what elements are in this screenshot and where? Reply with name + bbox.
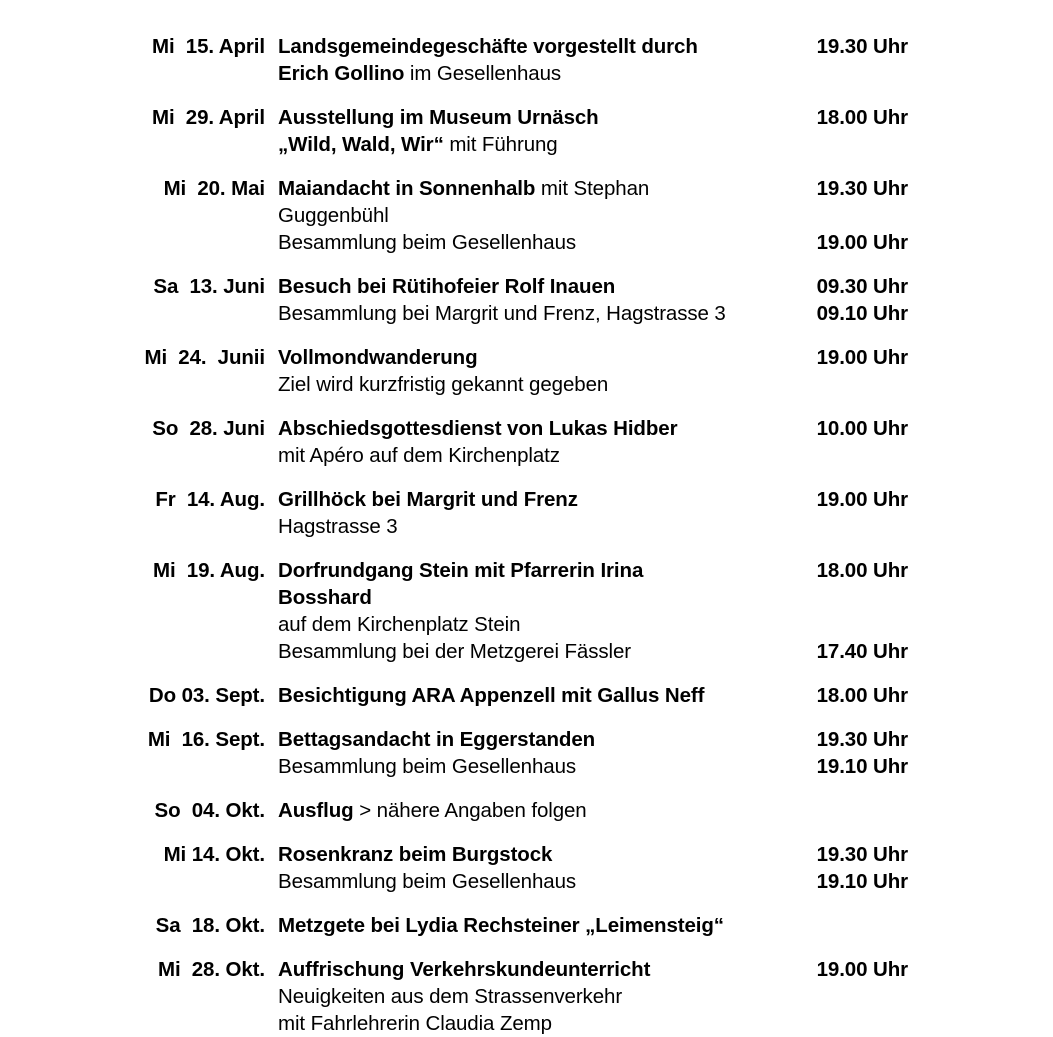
description-text: mit Apéro auf dem Kirchenplatz (278, 444, 560, 467)
event-body (278, 682, 1053, 709)
event-description (278, 442, 748, 469)
event-time: 19.00 Uhr (816, 231, 908, 254)
description-text: Besammlung beim Gesellenhaus (278, 870, 577, 893)
event-time: 18.00 Uhr (816, 684, 908, 707)
event-date: Mi 15. April (152, 35, 265, 58)
event-row (0, 273, 1053, 327)
event-body (278, 175, 1053, 256)
event-row (0, 344, 1053, 398)
event-date: Sa 13. Juni (153, 275, 265, 298)
description-text: Neuigkeiten aus dem Strassenverkehr (278, 985, 623, 1008)
event-date: Mi 29. April (152, 106, 265, 129)
event-description (278, 912, 748, 939)
event-description (278, 371, 748, 398)
event-description (278, 229, 748, 256)
event-date: Fr 14. Aug. (155, 488, 265, 511)
event-time: 19.00 Uhr (816, 346, 908, 369)
event-line (278, 726, 1053, 753)
description-text: auf dem Kirchenplatz Stein (278, 613, 521, 636)
description-text: Besammlung beim Gesellenhaus (278, 231, 577, 254)
event-line (278, 682, 1053, 709)
description-text: Besammlung bei der Metzgerei Fässler (278, 640, 632, 663)
description-text: Besammlung beim Gesellenhaus (278, 755, 577, 778)
event-line (278, 60, 1053, 87)
event-row (0, 33, 1053, 87)
description-text: Ziel wird kurzfristig gekannt gegeben (278, 373, 609, 396)
event-description (278, 33, 748, 60)
description-emphasis: Dorfrundgang Stein mit Pfarrerin Irina Bosshard (278, 559, 649, 609)
event-date: Mi 19. Aug. (153, 559, 265, 582)
event-line (278, 300, 1053, 327)
description-emphasis: Maiandacht in Sonnenhalb (278, 177, 536, 200)
event-time: 19.00 Uhr (816, 488, 908, 511)
event-time: 19.30 Uhr (816, 177, 908, 200)
event-row (0, 104, 1053, 158)
event-line (278, 371, 1053, 398)
event-description (278, 486, 748, 513)
event-body (278, 956, 1053, 1037)
event-row (0, 797, 1053, 824)
event-description (278, 983, 748, 1010)
event-line (278, 611, 1053, 638)
event-date: So 04. Okt. (154, 799, 265, 822)
event-line (278, 868, 1053, 895)
event-time: 17.40 Uhr (816, 640, 908, 663)
event-description (278, 956, 748, 983)
event-body (278, 33, 1053, 87)
description-emphasis: „Wild, Wald, Wir“ (278, 133, 444, 156)
event-description (278, 797, 748, 824)
event-row (0, 557, 1053, 665)
event-time: 19.30 Uhr (816, 728, 908, 751)
event-description (278, 131, 748, 158)
event-line (278, 229, 1053, 256)
event-line (278, 442, 1053, 469)
event-description (278, 868, 748, 895)
event-line (278, 131, 1053, 158)
event-body (278, 486, 1053, 540)
description-text: mit Führung (443, 133, 558, 156)
event-description (278, 753, 748, 780)
description-emphasis: Grillhöck bei Margrit und Frenz (278, 488, 578, 511)
description-emphasis: Vollmondwanderung (278, 346, 478, 369)
event-description (278, 841, 748, 868)
description-emphasis: Erich Gollino (278, 62, 405, 85)
event-description (278, 682, 748, 709)
event-time: 18.00 Uhr (816, 106, 908, 129)
event-row (0, 175, 1053, 256)
description-emphasis: Ausflug (278, 799, 354, 822)
event-line (278, 753, 1053, 780)
event-row (0, 841, 1053, 895)
description-emphasis: Metzgete bei Lydia Rechsteiner „Leimensteig“ (278, 914, 724, 937)
description-text: Besammlung bei Margrit und Frenz, Hagstrasse 3 (278, 302, 726, 325)
description-text: > nähere Angaben folgen (353, 799, 587, 822)
event-date: Mi 28. Okt. (157, 958, 265, 981)
event-time: 09.10 Uhr (816, 302, 908, 325)
event-row (0, 956, 1053, 1037)
event-line (278, 912, 1053, 939)
event-line (278, 638, 1053, 665)
event-line (278, 344, 1053, 371)
event-body (278, 841, 1053, 895)
event-description (278, 1010, 748, 1037)
event-body (278, 104, 1053, 158)
event-description (278, 726, 748, 753)
event-time: 19.00 Uhr (816, 958, 908, 981)
description-text: im Gesellenhaus (404, 62, 562, 85)
event-line (278, 415, 1053, 442)
description-emphasis: Landsgemeindegeschäfte vorgestellt durch (278, 35, 698, 58)
description-emphasis: Abschiedsgottesdienst von Lukas Hidber (278, 417, 678, 440)
event-time: 19.30 Uhr (816, 843, 908, 866)
event-row (0, 912, 1053, 939)
event-row (0, 486, 1053, 540)
event-description (278, 300, 748, 327)
description-emphasis: Ausstellung im Museum Urnäsch (278, 106, 599, 129)
event-row (0, 415, 1053, 469)
description-text: mit Fahrlehrerin Claudia Zemp (278, 1012, 552, 1035)
description-emphasis: Auffrischung Verkehrskundeunterricht (278, 958, 651, 981)
event-time: 19.10 Uhr (816, 870, 908, 893)
event-line (278, 557, 1053, 611)
event-date: Mi 14. Okt. (163, 843, 265, 866)
event-date: Sa 18. Okt. (155, 914, 265, 937)
event-body (278, 912, 1053, 939)
event-line (278, 273, 1053, 300)
event-line (278, 486, 1053, 513)
event-body (278, 557, 1053, 665)
event-line (278, 841, 1053, 868)
event-description (278, 344, 748, 371)
event-line (278, 33, 1053, 60)
event-line (278, 797, 1053, 824)
event-line (278, 956, 1053, 983)
event-row (0, 682, 1053, 709)
event-time: 10.00 Uhr (816, 417, 908, 440)
event-date: Mi 24. Junii (144, 346, 265, 369)
event-date: Mi 16. Sept. (147, 728, 265, 751)
description-text: mit Stephan Guggenbühl (278, 177, 655, 227)
event-description (278, 60, 748, 87)
event-time: 18.00 Uhr (816, 559, 908, 582)
event-description (278, 415, 748, 442)
event-description (278, 513, 748, 540)
event-time: 09.30 Uhr (816, 275, 908, 298)
event-line (278, 1010, 1053, 1037)
event-description (278, 104, 748, 131)
description-emphasis: Besichtigung ARA Appenzell mit Gallus Neff (278, 684, 705, 707)
event-body (278, 797, 1053, 824)
event-description (278, 273, 748, 300)
event-body (278, 415, 1053, 469)
event-row (0, 726, 1053, 780)
event-date: Mi 20. Mai (163, 177, 265, 200)
event-description (278, 557, 748, 611)
event-description (278, 638, 748, 665)
event-time: 19.30 Uhr (816, 35, 908, 58)
event-body (278, 273, 1053, 327)
event-line (278, 175, 1053, 229)
description-text: Hagstrasse 3 (278, 515, 398, 538)
event-time: 19.10 Uhr (816, 755, 908, 778)
event-description (278, 175, 748, 229)
event-line (278, 104, 1053, 131)
description-emphasis: Bettagsandacht in Eggerstanden (278, 728, 596, 751)
description-emphasis: Besuch bei Rütihofeier Rolf Inauen (278, 275, 616, 298)
description-emphasis: Rosenkranz beim Burgstock (278, 843, 553, 866)
event-line (278, 983, 1053, 1010)
event-body (278, 344, 1053, 398)
event-date: So 28. Juni (152, 417, 265, 440)
event-description (278, 611, 748, 638)
event-body (278, 726, 1053, 780)
event-line (278, 513, 1053, 540)
event-date: Do 03. Sept. (148, 684, 265, 707)
